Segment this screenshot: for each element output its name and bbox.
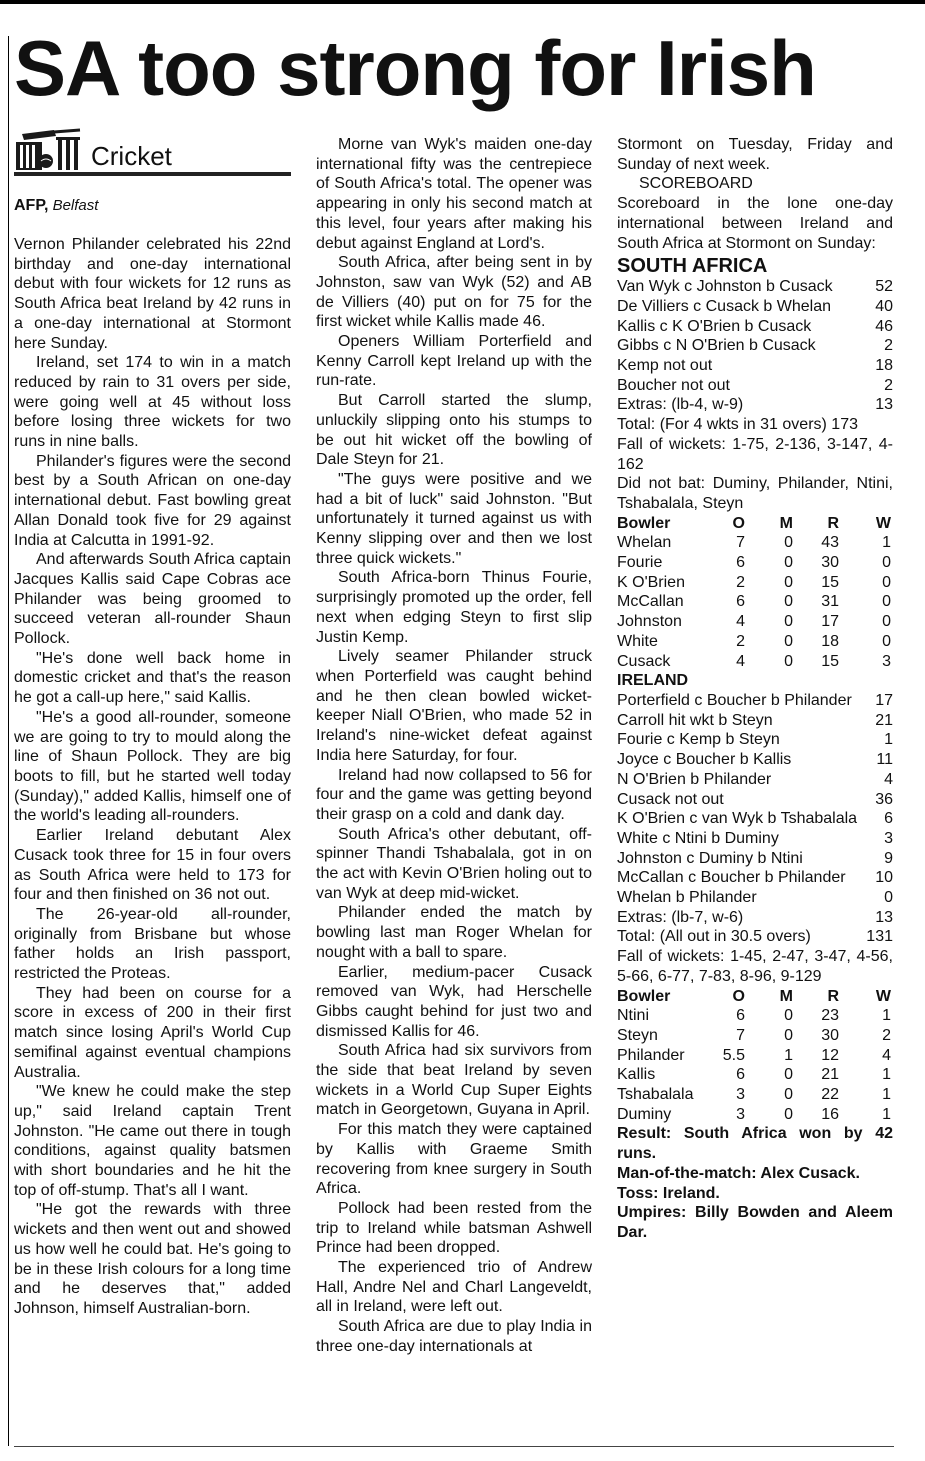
section-tag: [14, 128, 291, 180]
batter-dismissal: Van Wyk c Johnston b Cusack: [617, 278, 833, 296]
bowler-wickets: 4: [882, 1046, 891, 1064]
paragraph: For this match they were captained by Kallis with Graeme Smith recovering from knee surgery in South Africa.: [316, 1121, 592, 1198]
bowler-runs: 22: [821, 1086, 839, 1104]
batter-dismissal: Gibbs c N O'Brien b Cusack: [617, 337, 816, 355]
batting-row: [617, 730, 893, 750]
sa-fall-of-wickets: Fall of wickets: 1-75, 2-136, 3-147, 4-162: [617, 435, 893, 473]
paragraph: "The guys were positive and we had a bit of luck" said Johnston. "But unfortunately it turned against us with Kenny slipping over and then we lost three quick wickets.": [316, 470, 592, 567]
bowler-overs: 2: [736, 573, 745, 591]
bowling-row: [617, 533, 893, 553]
batting-row: [617, 790, 893, 810]
bowler-overs: 3: [736, 1086, 745, 1104]
batting-row: [617, 356, 893, 376]
bowler-name: White: [617, 632, 658, 650]
batter-runs: 6: [884, 810, 893, 828]
bowler-maidens: 0: [784, 1086, 793, 1104]
bowler-overs: 6: [736, 1066, 745, 1084]
bowler-name: Fourie: [617, 554, 663, 572]
bowler-wickets: 1: [882, 1105, 891, 1123]
bowler-maidens: 0: [784, 1066, 793, 1084]
paragraph: They had been on course for a score in excess of 200 in their first match since losing April's World Cup semifinal against eventual champions Australia.: [14, 984, 291, 1081]
bowling-row: [617, 1026, 893, 1046]
bowling-row: [617, 1065, 893, 1085]
bowling-header-name: Bowler: [617, 987, 671, 1005]
batter-runs: 1: [884, 731, 893, 749]
batting-row: [617, 376, 893, 396]
batter-runs: 18: [875, 357, 893, 375]
man-of-the-match: Man-of-the-match: Alex Cusack.: [617, 1164, 860, 1182]
bowler-wickets: 1: [882, 534, 891, 552]
batting-row: [617, 849, 893, 869]
paragraph: "We knew he could make the step up," said Ireland captain Trent Johnston. "He came out there in tough conditions, against quality batsmen with short boundaries and he hit the top of off-stump. That's all I want.: [14, 1083, 291, 1199]
bowler-maidens: 1: [784, 1046, 793, 1064]
bottom-rule: [14, 1446, 894, 1447]
paragraph: Philander ended the match by bowling last man Roger Whelan for nought with a ball to spare.: [316, 904, 592, 961]
article-column-1: [14, 235, 291, 1319]
bowler-runs: 30: [821, 554, 839, 572]
bowler-runs: 16: [821, 1105, 839, 1123]
batting-row: [617, 691, 893, 711]
batting-row: [617, 317, 893, 337]
batting-row: [617, 888, 893, 908]
ire-bowling-card: [617, 1006, 893, 1124]
batter-dismissal: Kallis c K O'Brien b Cusack: [617, 317, 812, 335]
bowler-name: Whelan: [617, 534, 672, 552]
batting-row: [617, 711, 893, 731]
scoreboard-label: SCOREBOARD: [639, 175, 753, 193]
paragraph: South Africa-born Thinus Fourie, surprisingly promoted up the order, fell next when edging Steyn to first slip Justin Kemp.: [316, 569, 592, 646]
batter-runs: 0: [884, 889, 893, 907]
bowler-runs: 23: [821, 1007, 839, 1025]
batter-runs: 36: [875, 790, 893, 808]
batting-row: [617, 750, 893, 770]
ire-bowling-header: [617, 987, 893, 1007]
batter-runs: 9: [884, 849, 893, 867]
bowler-overs: 6: [736, 1007, 745, 1025]
bowler-wickets: 0: [882, 554, 891, 572]
bowler-runs: 12: [821, 1046, 839, 1064]
bowler-name: Philander: [617, 1046, 685, 1064]
bowling-row: [617, 652, 893, 672]
section-rule: [14, 172, 291, 176]
bowler-overs: 4: [736, 613, 745, 631]
paragraph: But Carroll started the slump, unluckily slipping onto his stumps to be out hit wicket off the bowling of Dale Steyn for 21.: [316, 392, 592, 469]
paragraph: Morne van Wyk's maiden one-day international fifty was the centrepiece of South Africa's total. The opener was appearing in only his second match at this level, four years after making his debut against England at Lord's.: [316, 136, 592, 252]
team-heading-south-africa: SOUTH AFRICA: [617, 255, 768, 278]
bowler-wickets: 0: [882, 613, 891, 631]
continuation-paragraph: Stormont on Tuesday, Friday and Sunday of next week.: [617, 136, 893, 173]
sa-bowling-card: [617, 533, 893, 671]
bowler-name: Ntini: [617, 1007, 650, 1025]
scoreboard-intro: Scoreboard in the lone one-day international between Ireland and South Africa at Stormont on Sunday:: [617, 195, 893, 252]
byline-agency: AFP,: [14, 197, 49, 214]
byline: [14, 196, 98, 216]
paragraph: "He got the rewards with three wickets and then went out and showed us how well he could bat. He's going to be in these Irish colours for a long time and he deserves that," added Johnson, himself Australian-born.: [14, 1201, 291, 1317]
batting-row: [617, 868, 893, 888]
batter-runs: 2: [884, 376, 893, 394]
batter-dismissal: Total: (All out in 30.5 overs): [617, 928, 811, 946]
top-rule: [0, 0, 925, 4]
bowler-maidens: 0: [784, 593, 793, 611]
bowler-maidens: 0: [784, 613, 793, 631]
headline: SA too strong for Irish: [14, 24, 816, 112]
bowler-name: Kallis: [617, 1066, 656, 1084]
bowler-overs: 2: [736, 632, 745, 650]
bowler-wickets: 0: [882, 632, 891, 650]
batter-runs: 3: [884, 829, 893, 847]
bowling-header-maidens: M: [779, 514, 793, 532]
batter-dismissal: Kemp not out: [617, 357, 713, 375]
sa-batting-card: [617, 277, 893, 415]
batter-runs: 11: [876, 751, 893, 769]
batting-row: [617, 395, 893, 415]
batter-dismissal: McCallan c Boucher b Philander: [617, 869, 846, 887]
bowler-maidens: 0: [784, 652, 793, 670]
batter-runs: 131: [866, 928, 893, 946]
bowler-wickets: 2: [882, 1026, 891, 1044]
bowling-row: [617, 612, 893, 632]
paragraph: Earlier Ireland debutant Alex Cusack took three for 15 in four overs as South Africa were held to 173 for four and then finished on 36 not out.: [14, 827, 291, 904]
bowler-overs: 7: [736, 534, 745, 552]
bowler-wickets: 1: [882, 1007, 891, 1025]
bowler-runs: 18: [821, 632, 839, 650]
batter-runs: 52: [875, 278, 893, 296]
paragraph: Vernon Philander celebrated his 22nd birthday and one-day international debut with four wickets for 12 runs as South Africa beat Ireland by 42 runs in a one-day international at Stormont here Sunday.: [14, 236, 291, 352]
batter-dismissal: Porterfield c Boucher b Philander: [617, 691, 852, 709]
paragraph: Philander's figures were the second best by a South African on one-day international debut. Fast bowling great Allan Donald took five for 29 against India at Calcutta in 1991-92.: [14, 452, 291, 549]
paragraph: The 26-year-old all-rounder, originally from Brisbane but whose father holds an Irish passport, restricted the Proteas.: [14, 905, 291, 983]
bowler-maidens: 0: [784, 1007, 793, 1025]
bowler-overs: 3: [736, 1105, 745, 1123]
toss: Toss: Ireland.: [617, 1184, 720, 1202]
batting-row: [617, 927, 893, 947]
batter-dismissal: Whelan b Philander: [617, 889, 757, 907]
batter-runs: 10: [875, 869, 893, 887]
batter-dismissal: Cusack not out: [617, 790, 724, 808]
bowler-maidens: 0: [784, 632, 793, 650]
bowler-overs: 4: [736, 652, 745, 670]
bowler-overs: 7: [736, 1026, 745, 1044]
sa-bowling-header: [617, 514, 893, 534]
bowler-name: Steyn: [617, 1026, 658, 1044]
ire-fall-of-wickets: Fall of wickets: 1-45, 2-47, 3-47, 4-56, 5-66, 6-77, 7-83, 8-96, 9-129: [617, 948, 893, 985]
byline-place: Belfast: [52, 197, 99, 214]
paragraph: Earlier, medium-pacer Cusack removed van Wyk, had Herschelle Gibbs caught behind for just two and dismissed Kallis for 46.: [316, 963, 592, 1040]
batter-dismissal: Extras: (lb-7, w-6): [617, 908, 744, 926]
umpires: Umpires: Billy Bowden and Aleem Dar.: [617, 1204, 893, 1241]
paragraph: "He's a good all-rounder, someone we are going to try to mould along the line of Shaun Pollock. They are big boots to fill, but he started well today (Sunday)," added Kallis, himself one of the world's leading all-rounders.: [14, 708, 291, 825]
batter-runs: 4: [884, 770, 893, 788]
bowler-maidens: 0: [784, 1105, 793, 1123]
bowling-header-maidens: M: [779, 987, 793, 1005]
batter-runs: 13: [875, 908, 893, 926]
cricket-equipment-icon: [14, 128, 86, 172]
bowler-name: K O'Brien: [617, 573, 685, 591]
bowler-runs: 15: [821, 652, 839, 670]
match-result: Result: South Africa won by 42 runs.: [617, 1125, 893, 1163]
paragraph: Openers William Porterfield and Kenny Carroll kept Ireland up with the run-rate.: [316, 333, 592, 390]
bowler-wickets: 3: [882, 652, 891, 670]
batter-runs: 2: [884, 337, 893, 355]
batter-dismissal: Joyce c Boucher b Kallis: [617, 751, 792, 769]
bowling-row: [617, 1085, 893, 1105]
bowler-overs: 6: [736, 554, 745, 572]
batter-dismissal: N O'Brien b Philander: [617, 770, 772, 788]
bowler-name: McCallan: [617, 593, 684, 611]
bowler-name: Cusack: [617, 652, 671, 670]
bowling-row: [617, 553, 893, 573]
batter-dismissal: Boucher not out: [617, 376, 730, 394]
bowler-maidens: 0: [784, 534, 793, 552]
batting-row: [617, 809, 893, 829]
left-rule: [8, 36, 9, 1446]
batter-dismissal: White c Ntini b Duminy: [617, 829, 779, 847]
bowler-wickets: 0: [882, 573, 891, 591]
batter-runs: 21: [875, 711, 893, 729]
bowling-row: [617, 573, 893, 593]
paragraph: Lively seamer Philander struck when Porterfield was caught behind and he then clean bowled wicket-keeper Niall O'Brien, who made 52 in Ireland's nine-wicket defeat against India here Saturday, for four.: [316, 648, 592, 764]
bowling-header-overs: O: [732, 514, 745, 532]
paragraph: South Africa had six survivors from the side that beat Ireland by seven wickets in a World Cup Super Eights match in Georgetown, Guyana in April.: [316, 1042, 592, 1119]
batter-dismissal: Carroll hit wkt b Steyn: [617, 711, 773, 729]
batter-dismissal: De Villiers c Cusack b Whelan: [617, 297, 832, 315]
bowler-wickets: 1: [882, 1066, 891, 1084]
bowling-header-wickets: W: [875, 987, 891, 1005]
sa-did-not-bat: Did not bat: Duminy, Philander, Ntini, Tshabalala, Steyn: [617, 475, 893, 512]
paragraph: Ireland, set 174 to win in a match reduced by rain to 31 overs per side, were going well at 45 without loss before losing three wickets for two runs in nine balls.: [14, 354, 291, 451]
bowler-runs: 21: [821, 1066, 839, 1084]
paragraph: South Africa's other debutant, off-spinner Thandi Tshabalala, got in on the act with Kevin O'Brien holing out to van Wyk at deep mid-wicket.: [316, 825, 592, 902]
bowler-name: Johnston: [617, 613, 682, 631]
ire-batting-card: [617, 691, 893, 947]
bowler-maidens: 0: [784, 573, 793, 591]
paragraph: And afterwards South Africa captain Jacques Kallis said Cape Cobras ace Philander was being groomed to succeed veteran all-rounder Shaun Pollock.: [14, 551, 291, 648]
paragraph: Pollock had been rested from the trip to Ireland while batsman Ashwell Prince had been dropped.: [316, 1199, 592, 1257]
sa-total: Total: (For 4 wkts in 31 overs) 173: [617, 416, 858, 434]
paragraph: Ireland had now collapsed to 56 for four and the game was getting beyond their grasp on a cold and dank day.: [316, 766, 592, 823]
bowling-header-runs: R: [827, 514, 839, 532]
batter-runs: 46: [875, 317, 893, 335]
bowler-maidens: 0: [784, 1026, 793, 1044]
bowler-overs: 6: [736, 593, 745, 611]
paragraph: "He's done well back home in domestic cricket and that's the reason he got a call-up here," said Kallis.: [14, 649, 291, 707]
bowling-row: [617, 1046, 893, 1066]
article-column-2: [316, 135, 592, 1357]
article-column-3: [617, 135, 893, 1243]
batting-row: [617, 336, 893, 356]
bowling-header-wickets: W: [875, 514, 891, 532]
bowler-wickets: 0: [882, 593, 891, 611]
batter-dismissal: Extras: (lb-4, w-9): [617, 396, 744, 414]
bowler-maidens: 0: [784, 554, 793, 572]
bowling-header-runs: R: [827, 987, 839, 1005]
bowler-runs: 17: [821, 613, 839, 631]
team-heading-ireland: IRELAND: [617, 672, 689, 690]
batter-dismissal: Fourie c Kemp b Steyn: [617, 731, 780, 749]
batter-runs: 13: [875, 396, 893, 414]
bowling-row: [617, 1105, 893, 1125]
bowler-runs: 30: [821, 1026, 839, 1044]
paragraph: The experienced trio of Andrew Hall, Andre Nel and Charl Langeveldt, all in Ireland, were left out.: [316, 1259, 592, 1316]
paragraph: South Africa are due to play India in three one-day internationals at: [316, 1318, 592, 1355]
batter-dismissal: K O'Brien c van Wyk b Tshabalala: [617, 810, 858, 828]
batting-row: [617, 277, 893, 297]
bowler-runs: 43: [821, 534, 839, 552]
bowling-header-name: Bowler: [617, 514, 671, 532]
batter-dismissal: Johnston c Duminy b Ntini: [617, 849, 803, 867]
batting-row: [617, 829, 893, 849]
bowler-runs: 31: [821, 593, 839, 611]
section-label: Cricket: [91, 141, 172, 171]
bowler-overs: 5.5: [722, 1046, 745, 1064]
paragraph: South Africa, after being sent in by Johnston, saw van Wyk (52) and AB de Villiers (40) put on for 75 for the first wicket while Kallis made 46.: [316, 254, 592, 331]
batter-runs: 40: [875, 297, 893, 315]
batting-row: [617, 297, 893, 317]
bowling-row: [617, 1006, 893, 1026]
bowler-name: Tshabalala: [617, 1086, 694, 1104]
bowling-row: [617, 632, 893, 652]
bowler-wickets: 1: [882, 1086, 891, 1104]
bowling-header-overs: O: [732, 987, 745, 1005]
bowler-name: Duminy: [617, 1105, 672, 1123]
bowling-row: [617, 592, 893, 612]
batting-row: [617, 770, 893, 790]
bowler-runs: 15: [821, 573, 839, 591]
batter-runs: 17: [875, 691, 893, 709]
batting-row: [617, 908, 893, 928]
